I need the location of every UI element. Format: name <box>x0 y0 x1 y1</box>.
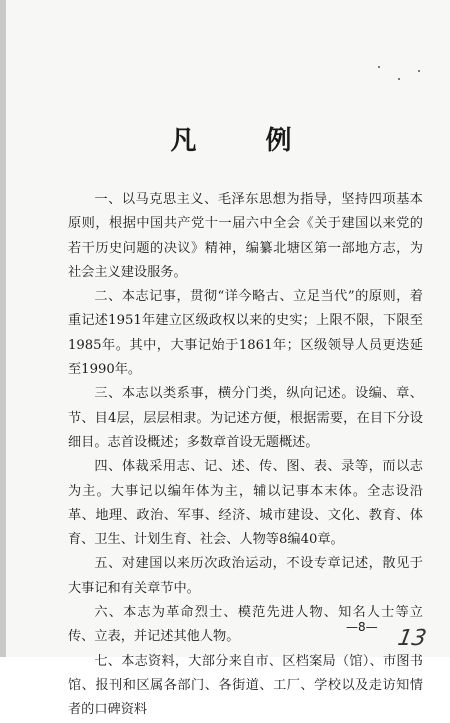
scan-speck <box>418 70 420 72</box>
paragraph-4: 四、体裁采用志、记、述、传、图、表、录等，而以志为主。大事记以编年体为主，辅以记事本末体。全志设沿革、地理、政治、军事、经济、城市建设、文化、教育、体育、卫生、计划生育、社会、人物等8编40章。 <box>68 459 423 548</box>
paragraph-2: 二、本志记事，贯彻“详今略古、立足当代”的原则，着重记述1951年建立区级政权以来的史实；上限不限，下限至1985年。其中，大事记始于1861年；区级领导人员更迭延至1990年。 <box>68 289 423 378</box>
page-title: 凡 例 <box>170 126 322 156</box>
paragraph-7: 七、本志资料，大部分来自市、区档案局（馆）、市图书馆、报刊和区属各部门、各街道、工厂、学校以及走访知情者的口碑资料 <box>68 653 423 718</box>
handwritten-mark: 13 <box>395 626 429 651</box>
scan-speck <box>398 78 400 80</box>
paragraph-3: 三、本志以类系事，横分门类，纵向记述。设编、章、节、目4层，层层相隶。为记述方便，根据需要，在目下分设细目。志首设概述；多数章首设无题概述。 <box>68 386 423 450</box>
paragraph-1: 一、以马克思主义、毛泽东思想为指导，坚持四项基本原则，根据中国共产党十一届六中全会《关于建国以来党的若干历史问题的决议》精神，编纂北塘区第一部地方志，为社会主义建设服务。 <box>68 192 423 280</box>
page-number: —8— <box>346 620 378 634</box>
body-text <box>68 188 423 723</box>
paragraph-6: 六、本志为革命烈士、模范先进人物、知名人士等立传、立表，并记述其他人物。 <box>68 605 423 645</box>
scan-speck <box>378 66 380 68</box>
paragraph-5: 五、对建国以来历次政治运动，不设专章记述，散见于大事记和有关章节中。 <box>68 556 423 596</box>
